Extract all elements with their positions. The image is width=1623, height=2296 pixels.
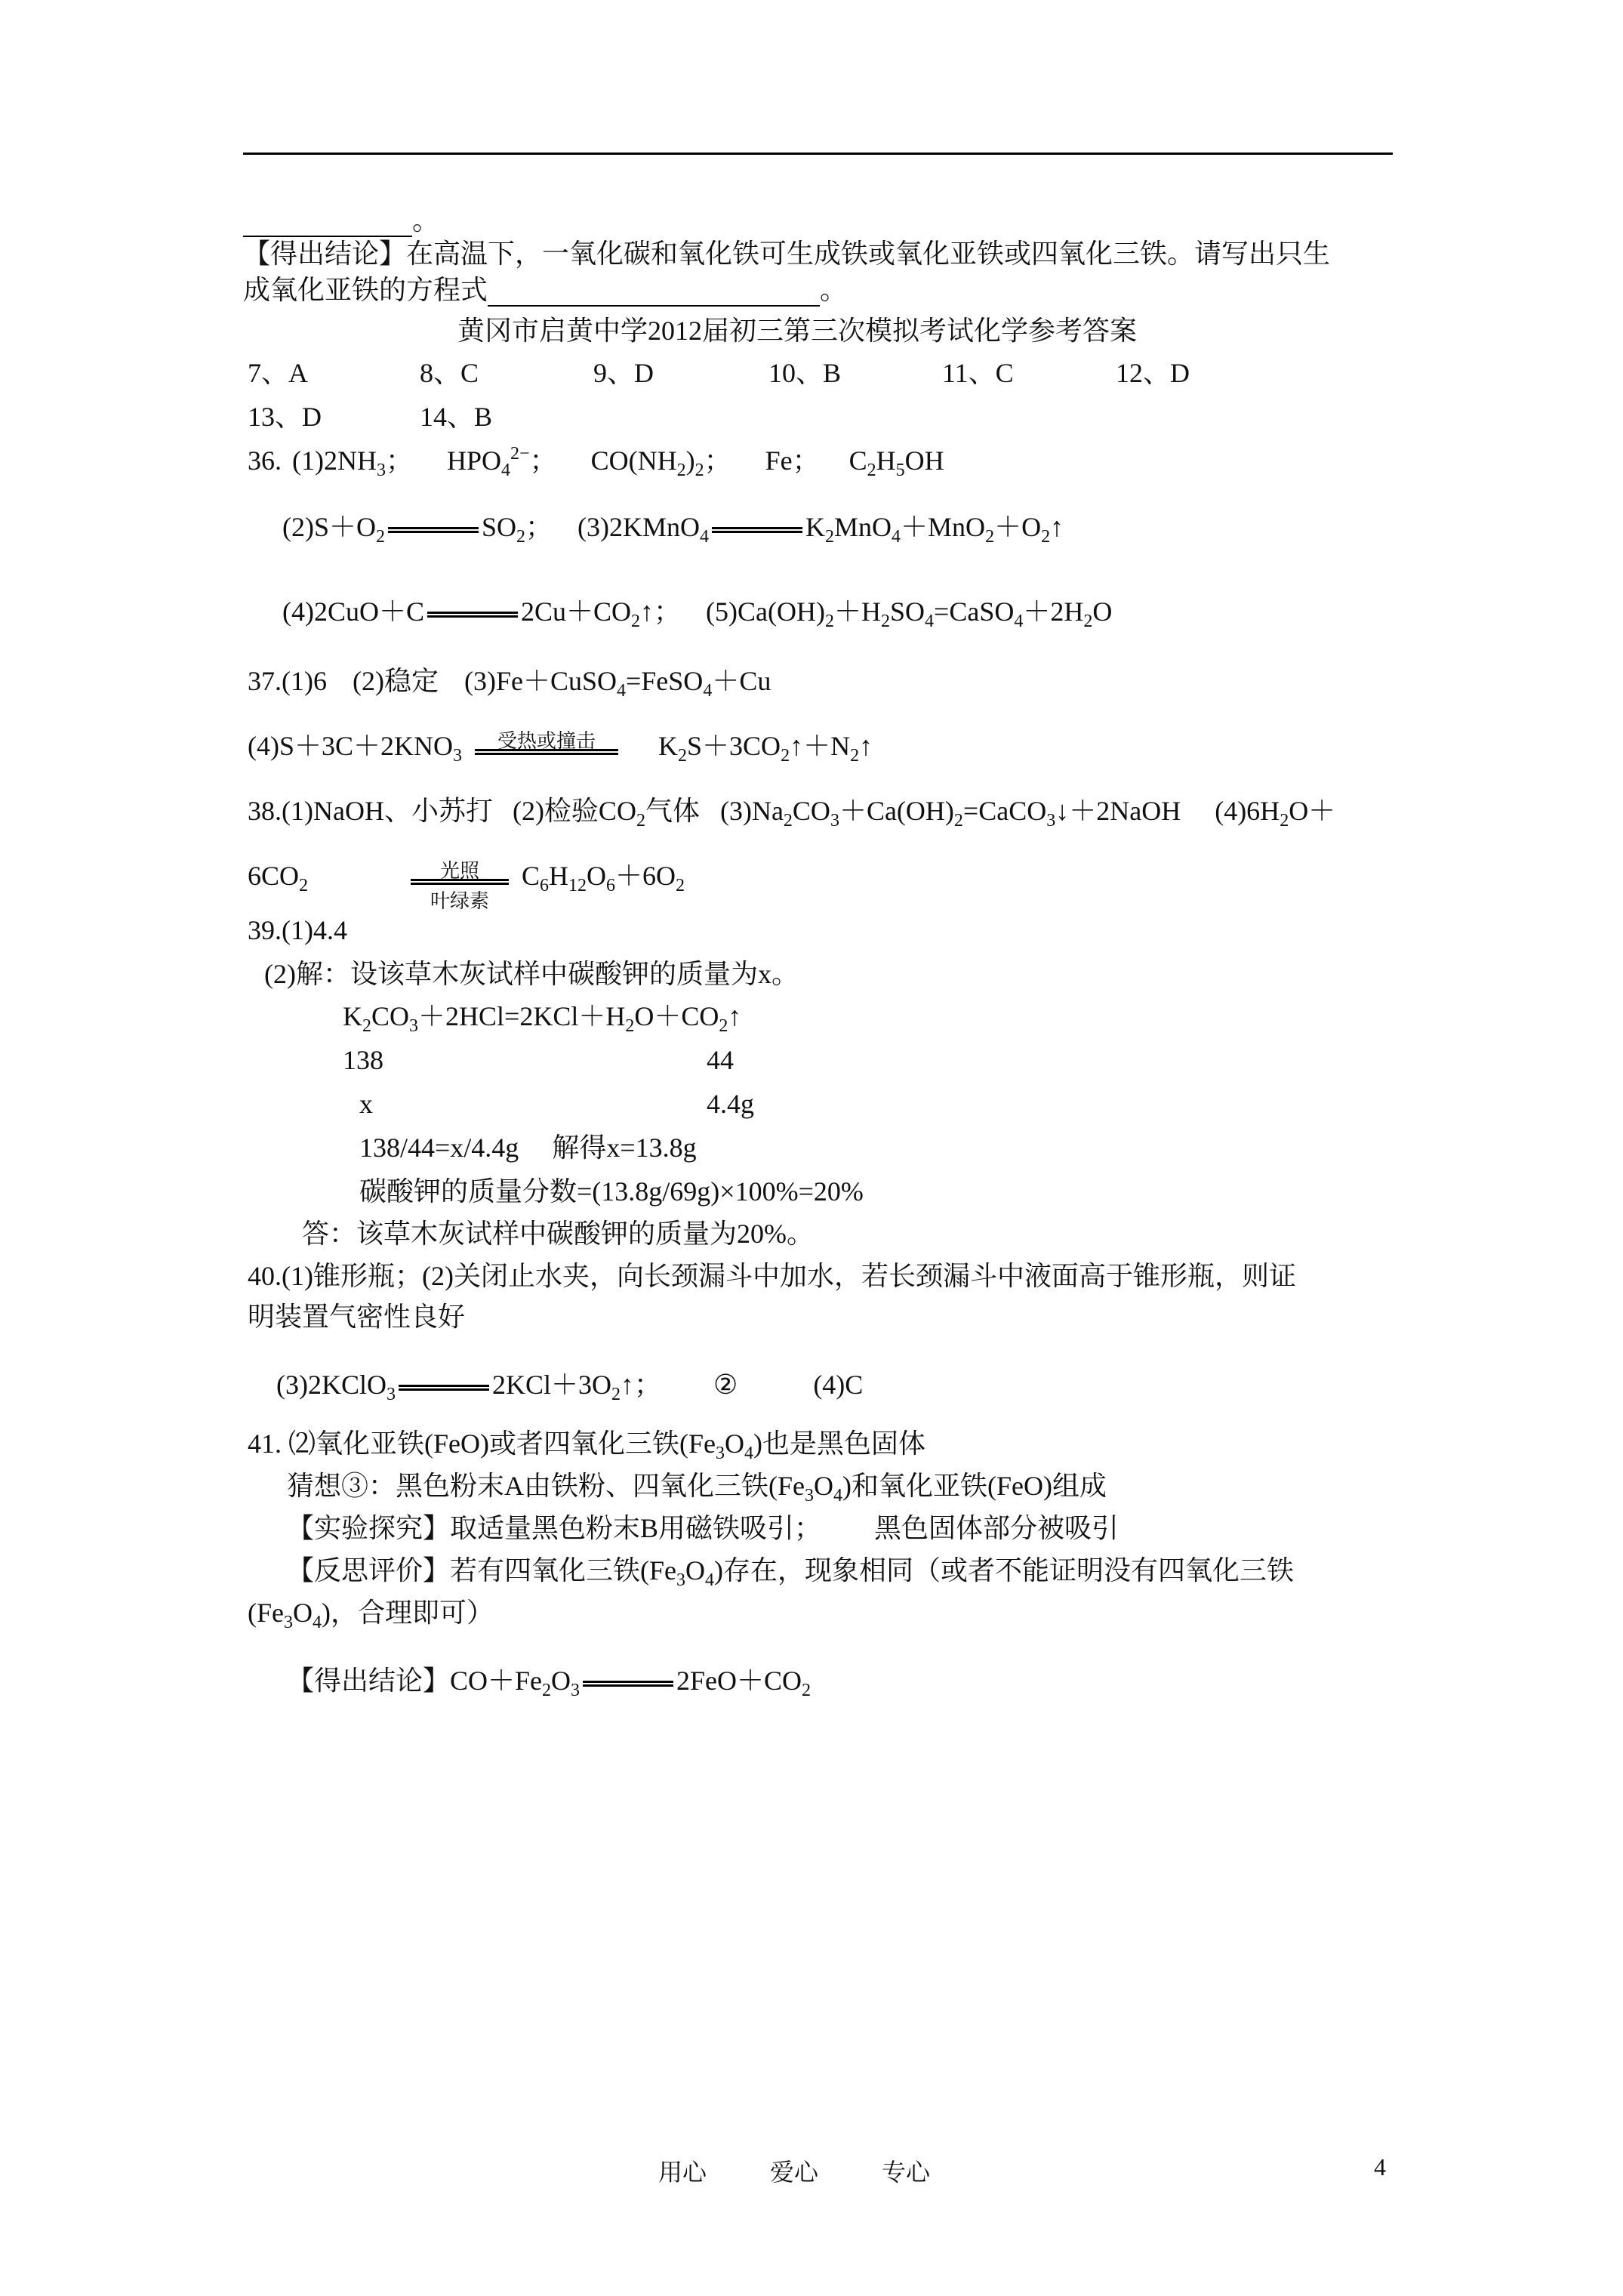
q38-line1: 38.(1)NaOH、小苏打 (2)检验$CO_2$气体 $(3)Na_2CO_3+Ca(OH)_2=CaCO_3↓+2NaOH$ $(4)6H_2O+$ — [248, 796, 1336, 831]
equation-equals-sign — [427, 612, 518, 618]
page-number: 4 — [1374, 2153, 1386, 2180]
q39-equation: $K_2CO_3+2HCl=2KCl+H_2O+CO_2↑$ — [343, 1001, 742, 1036]
q41-reflection-line2: $(Fe_3O_4)$，合理即可） — [248, 1598, 494, 1632]
conclusion-question-line2: 成氧化亚铁的方程式 。 — [243, 275, 848, 305]
header-rule — [243, 153, 1393, 155]
top-blank-line: 。 — [243, 204, 439, 237]
q39-line1: 39.(1)4.4 — [248, 915, 347, 945]
q38-line2: $6CO_2$ 光照 叶绿素 $C_6H_{12}O_6+6O_2$ — [248, 859, 685, 913]
equation-equals-sign — [712, 527, 802, 533]
answer-blank — [243, 211, 412, 237]
equation-equals-sign — [388, 527, 479, 533]
q41-reflection-line1: 【反思评价】若有四氧化三铁$(Fe_3O_4)$存在，现象相同（或者不能证明没有四氧化三铁 — [287, 1555, 1294, 1590]
q41-conclusion: 【得出结论】$CO+Fe_2O_3$ $2FeO+CO_2$ — [287, 1666, 812, 1700]
section-tag: 【得出结论】 — [243, 239, 407, 269]
q41-line1: 41. ⑵氧化亚铁(FeO)或者四氧化三铁$(Fe_3O_4)$也是黑色固体 — [248, 1428, 925, 1463]
q39-line2: (2)解：设该草木灰试样中碳酸钾的质量为x。 — [264, 959, 799, 989]
equation-equals-sign — [583, 1681, 673, 1687]
reaction-condition: 受热或撞击 — [475, 732, 618, 766]
q36-line2: $(2)S+O_2$ $SO_2$； (3)2KMnO$_4$ $K_2MnO_4+MnO_2+O_2↑$ — [282, 512, 1064, 547]
q36-line1: 36. $(1)2NH_3$； $HPO_4^{2-}$； $CO(NH_2)_2$； Fe； $C_2H_5OH$ — [248, 444, 944, 480]
footer-motto-2: 爱心 — [770, 2158, 819, 2187]
q37-line2: $(4)S+3C+2KNO_3$ 受热或撞击 $K_2S+3CO_2↑+N_2↑$ — [248, 729, 873, 766]
q41-experiment: 【实验探究】取适量黑色粉末B用磁铁吸引； 黑色固体部分被吸引 — [287, 1513, 1119, 1543]
footer-motto-1: 用心 — [658, 2158, 707, 2187]
equation-equals-sign — [399, 1385, 489, 1391]
q39-answer: 答：该草木灰试样中碳酸钾的质量为20%。 — [302, 1219, 814, 1249]
answer-title: 黄冈市启黄中学2012届初三第三次模拟考试化学参考答案 — [457, 316, 1138, 346]
footer-motto-3: 专心 — [882, 2158, 931, 2187]
q36-line3: (4)2CuO＋C $2Cu+CO_2↑$； $(5)Ca(OH)_2+H_2SO_4=CaSO_4+2H_2O$ — [282, 596, 1113, 631]
q40-line2: 明装置气密性良好 — [248, 1302, 466, 1332]
q40-line3: (3)2KClO$_3$ $2KCl+3O_2↑$； ② (4)C — [276, 1370, 864, 1404]
answer-blank — [488, 281, 820, 307]
q37-line1: 37.(1)6 (2)稳定 (3)Fe＋CuSO$_4$=FeSO$_4$＋Cu — [248, 666, 771, 701]
conclusion-question-line1: 【得出结论】在高温下，一氧化碳和氧化铁可生成铁或氧化亚铁或四氧化三铁。请写出只生 — [243, 239, 1331, 269]
reaction-condition: 光照 叶绿素 — [411, 862, 509, 895]
q40-line1: 40.(1)锥形瓶；(2)关闭止水夹，向长颈漏斗中加水，若长颈漏斗中液面高于锥形瓶，则证 — [248, 1261, 1296, 1291]
q39-solve: 138/44=x/4.4g 解得x=13.8g — [359, 1133, 697, 1163]
q39-mass-fraction: 碳酸钾的质量分数=(13.8g/69g)×100%=20% — [359, 1176, 864, 1207]
q41-guess3: 猜想③：黑色粉末A由铁粉、四氧化三铁$(Fe_3O_4)$和氧化亚铁(FeO)组成 — [287, 1471, 1107, 1505]
